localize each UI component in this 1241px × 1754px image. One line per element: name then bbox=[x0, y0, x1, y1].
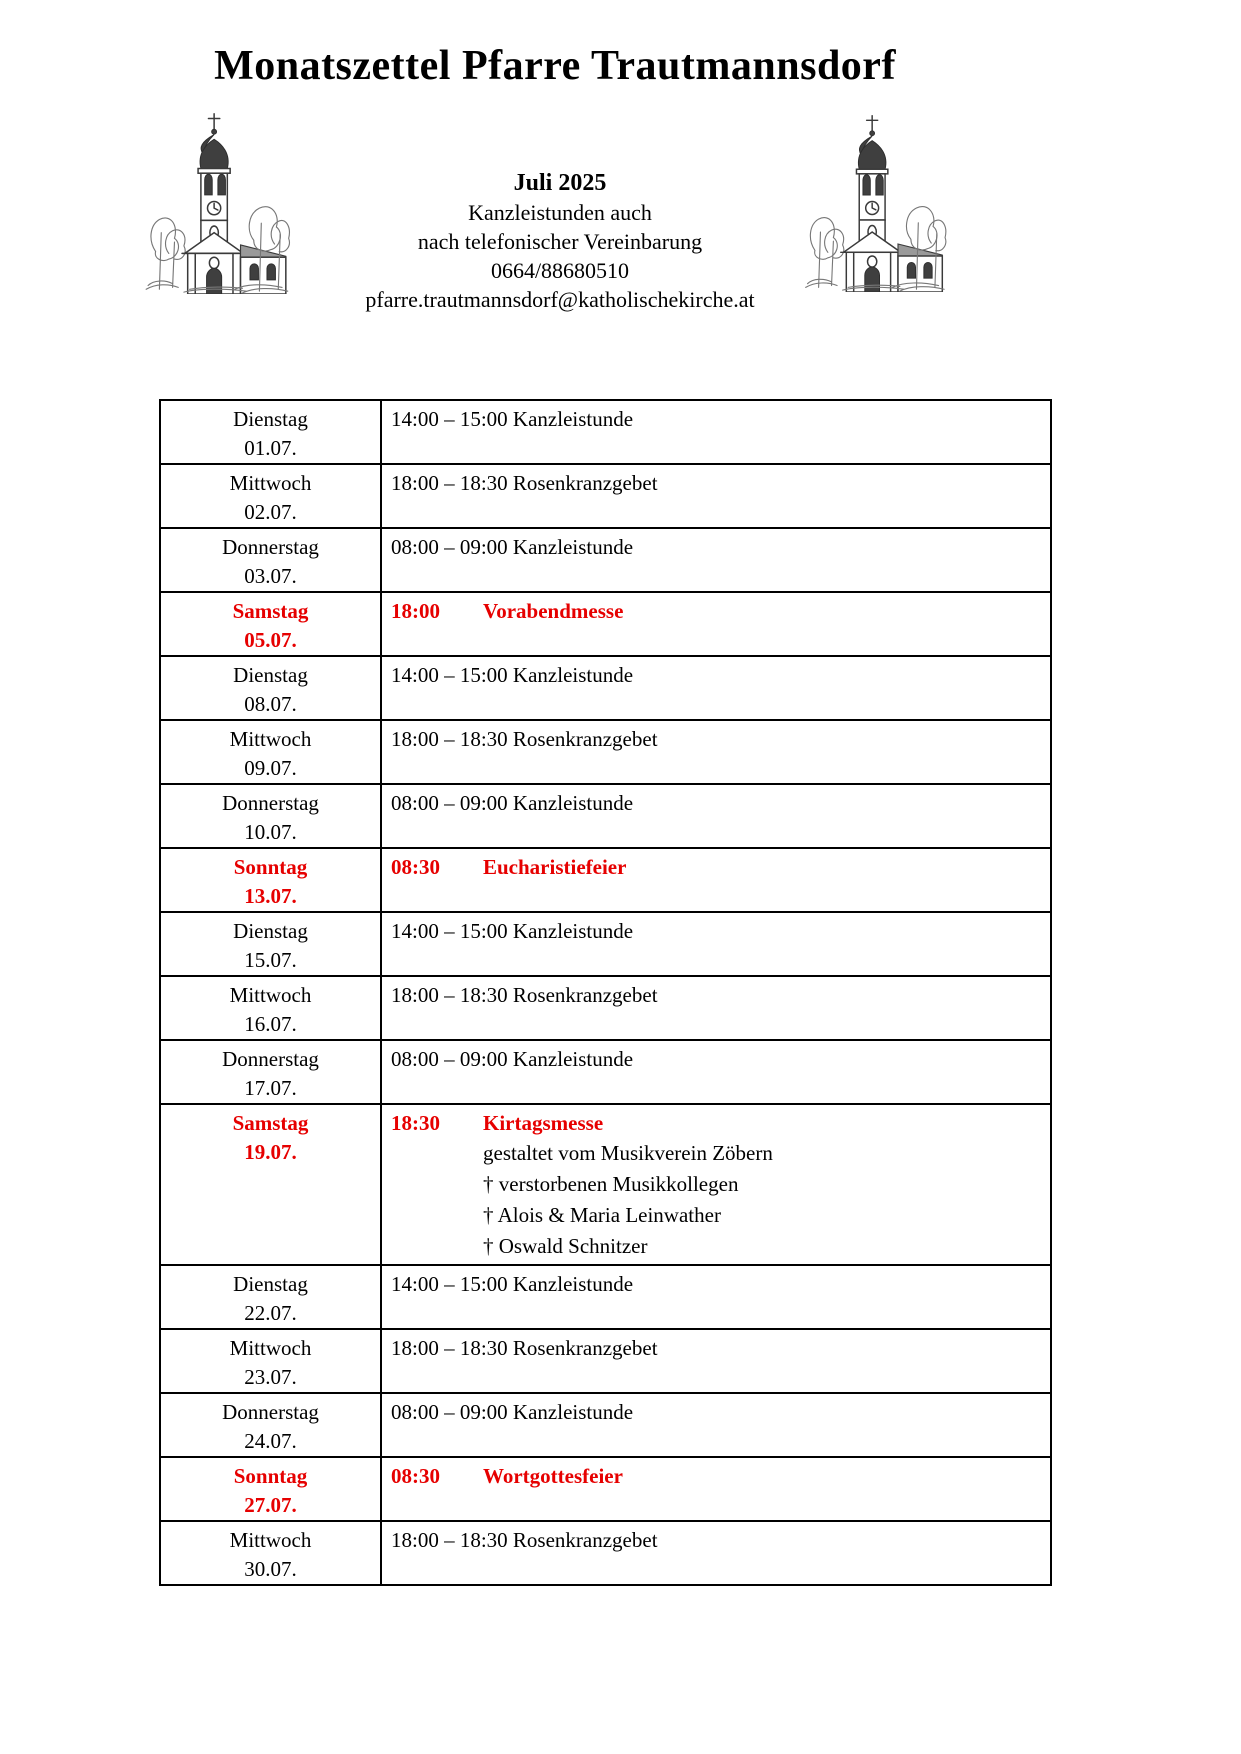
event-time: 08:30 bbox=[391, 855, 440, 879]
day-cell bbox=[160, 912, 381, 976]
day-date: 13.07. bbox=[244, 884, 297, 908]
event-details bbox=[391, 1138, 1042, 1262]
event-detail-line: † Oswald Schnitzer bbox=[483, 1234, 648, 1258]
table-row bbox=[160, 1329, 1051, 1393]
event-line bbox=[391, 789, 1042, 818]
event-time: 14:00 – 15:00 bbox=[391, 663, 513, 687]
day-name: Mittwoch bbox=[229, 983, 312, 1007]
event-line bbox=[391, 1462, 1042, 1491]
table-row bbox=[160, 1104, 1051, 1265]
day-name: Sonntag bbox=[233, 855, 308, 879]
day-date: 15.07. bbox=[244, 948, 297, 972]
event-cell bbox=[381, 592, 1051, 656]
day-name: Donnerstag bbox=[222, 1047, 319, 1071]
event-time: 08:00 – 09:00 bbox=[391, 791, 513, 815]
event-cell bbox=[381, 656, 1051, 720]
day-date: 09.07. bbox=[244, 756, 297, 780]
event-cell bbox=[381, 720, 1051, 784]
day-cell bbox=[160, 1265, 381, 1329]
day-cell bbox=[160, 848, 381, 912]
event-detail-line: † Alois & Maria Leinwather bbox=[483, 1203, 721, 1227]
event-line bbox=[391, 661, 1042, 690]
page-title: Monatszettel Pfarre Trautmannsdorf bbox=[214, 43, 896, 89]
event-cell bbox=[381, 912, 1051, 976]
event-name: Rosenkranzgebet bbox=[512, 983, 658, 1007]
event-cell bbox=[381, 1040, 1051, 1104]
event-time: 18:00 – 18:30 bbox=[391, 983, 513, 1007]
event-name: Eucharistiefeier bbox=[483, 855, 627, 879]
event-detail-line: gestaltet vom Musikverein Zöbern bbox=[483, 1141, 773, 1165]
event-cell bbox=[381, 528, 1051, 592]
event-detail-line: † verstorbenen Musikkollegen bbox=[483, 1172, 739, 1196]
event-time: 18:00 – 18:30 bbox=[391, 1528, 513, 1552]
event-line bbox=[391, 533, 1042, 562]
day-date: 30.07. bbox=[244, 1557, 297, 1581]
office-hours-note-line2: nach telefonischer Vereinbarung bbox=[417, 229, 703, 254]
event-name: Kanzleistunde bbox=[512, 407, 634, 431]
event-line bbox=[391, 917, 1042, 946]
day-date: 05.07. bbox=[244, 628, 297, 652]
day-date: 22.07. bbox=[244, 1301, 297, 1325]
event-line bbox=[391, 1398, 1042, 1427]
day-name: Mittwoch bbox=[229, 1528, 312, 1552]
day-name: Donnerstag bbox=[222, 535, 319, 559]
event-cell bbox=[381, 848, 1051, 912]
table-row bbox=[160, 464, 1051, 528]
day-date: 02.07. bbox=[244, 500, 297, 524]
event-name: Kanzleistunde bbox=[512, 1272, 634, 1296]
day-cell bbox=[160, 720, 381, 784]
event-time: 18:00 – 18:30 bbox=[391, 471, 513, 495]
day-cell bbox=[160, 1040, 381, 1104]
day-name: Dienstag bbox=[233, 919, 308, 943]
day-date: 17.07. bbox=[244, 1076, 297, 1100]
day-date: 16.07. bbox=[244, 1012, 297, 1036]
event-line bbox=[391, 1526, 1042, 1555]
day-name: Sonntag bbox=[233, 1464, 308, 1488]
event-name: Kanzleistunde bbox=[512, 919, 634, 943]
day-date: 08.07. bbox=[244, 692, 297, 716]
day-name: Dienstag bbox=[233, 407, 308, 431]
day-cell bbox=[160, 656, 381, 720]
event-name: Rosenkranzgebet bbox=[512, 1528, 658, 1552]
day-date: 01.07. bbox=[244, 436, 297, 460]
table-row bbox=[160, 400, 1051, 464]
event-name: Kanzleistunde bbox=[512, 791, 634, 815]
event-name: Kirtagsmesse bbox=[483, 1111, 604, 1135]
table-row bbox=[160, 1521, 1051, 1585]
day-cell bbox=[160, 464, 381, 528]
day-name: Dienstag bbox=[233, 663, 308, 687]
table-row bbox=[160, 1457, 1051, 1521]
event-line bbox=[391, 981, 1042, 1010]
table-row bbox=[160, 528, 1051, 592]
event-time: 18:30 bbox=[391, 1111, 440, 1135]
event-name: Kanzleistunde bbox=[512, 1400, 634, 1424]
day-date: 23.07. bbox=[244, 1365, 297, 1389]
day-name: Donnerstag bbox=[222, 1400, 319, 1424]
day-name: Dienstag bbox=[233, 1272, 308, 1296]
event-line bbox=[391, 1109, 1042, 1138]
table-row bbox=[160, 720, 1051, 784]
event-name: Rosenkranzgebet bbox=[512, 727, 658, 751]
day-cell bbox=[160, 528, 381, 592]
event-time: 14:00 – 15:00 bbox=[391, 919, 513, 943]
event-cell bbox=[381, 1265, 1051, 1329]
event-line bbox=[391, 1334, 1042, 1363]
event-cell bbox=[381, 1329, 1051, 1393]
day-name: Donnerstag bbox=[222, 791, 319, 815]
email-address: pfarre.trautmannsdorf@katholischekirche.at bbox=[365, 287, 755, 312]
event-time: 14:00 – 15:00 bbox=[391, 1272, 513, 1296]
event-time: 08:00 – 09:00 bbox=[391, 535, 513, 559]
event-time: 08:00 – 09:00 bbox=[391, 1047, 513, 1071]
table-row bbox=[160, 976, 1051, 1040]
event-name: Wortgottesfeier bbox=[483, 1464, 623, 1488]
day-name: Mittwoch bbox=[229, 1336, 312, 1360]
event-line bbox=[391, 469, 1042, 498]
event-line bbox=[391, 725, 1042, 754]
day-cell bbox=[160, 400, 381, 464]
office-hours-note-line1: Kanzleistunden auch bbox=[468, 200, 652, 225]
day-cell bbox=[160, 1104, 381, 1265]
event-line bbox=[391, 405, 1042, 434]
table-row bbox=[160, 912, 1051, 976]
event-name: Kanzleistunde bbox=[512, 663, 634, 687]
day-date: 27.07. bbox=[244, 1493, 297, 1517]
schedule-table bbox=[159, 399, 1052, 1586]
event-line bbox=[391, 1045, 1042, 1074]
day-cell bbox=[160, 1329, 381, 1393]
table-row bbox=[160, 848, 1051, 912]
day-cell bbox=[160, 592, 381, 656]
event-name: Rosenkranzgebet bbox=[512, 1336, 658, 1360]
event-name: Vorabendmesse bbox=[483, 599, 624, 623]
day-cell bbox=[160, 976, 381, 1040]
header-info-block bbox=[0, 168, 1120, 314]
day-date: 19.07. bbox=[244, 1140, 297, 1164]
event-line bbox=[391, 1270, 1042, 1299]
event-line bbox=[391, 597, 1042, 626]
day-name: Samstag bbox=[232, 1111, 309, 1135]
table-row bbox=[160, 592, 1051, 656]
event-cell bbox=[381, 1457, 1051, 1521]
event-time: 18:00 – 18:30 bbox=[391, 727, 513, 751]
day-name: Samstag bbox=[232, 599, 309, 623]
event-cell bbox=[381, 1393, 1051, 1457]
schedule-table-body bbox=[160, 400, 1051, 1585]
day-date: 10.07. bbox=[244, 820, 297, 844]
table-row bbox=[160, 1265, 1051, 1329]
event-time: 08:00 – 09:00 bbox=[391, 1400, 513, 1424]
day-name: Mittwoch bbox=[229, 471, 312, 495]
day-name: Mittwoch bbox=[229, 727, 312, 751]
table-row bbox=[160, 1040, 1051, 1104]
event-line bbox=[391, 853, 1042, 882]
month-label: Juli 2025 bbox=[513, 170, 607, 196]
event-cell bbox=[381, 1521, 1051, 1585]
event-time: 14:00 – 15:00 bbox=[391, 407, 513, 431]
day-date: 24.07. bbox=[244, 1429, 297, 1453]
table-row bbox=[160, 1393, 1051, 1457]
event-name: Kanzleistunde bbox=[512, 1047, 634, 1071]
event-cell bbox=[381, 784, 1051, 848]
day-cell bbox=[160, 1393, 381, 1457]
day-date: 03.07. bbox=[244, 564, 297, 588]
event-name: Rosenkranzgebet bbox=[512, 471, 658, 495]
day-cell bbox=[160, 1457, 381, 1521]
day-cell bbox=[160, 1521, 381, 1585]
table-row bbox=[160, 784, 1051, 848]
event-cell bbox=[381, 464, 1051, 528]
day-cell bbox=[160, 784, 381, 848]
event-time: 08:30 bbox=[391, 1464, 440, 1488]
event-name: Kanzleistunde bbox=[512, 535, 634, 559]
event-cell bbox=[381, 400, 1051, 464]
event-cell bbox=[381, 1104, 1051, 1265]
event-time: 18:00 bbox=[391, 599, 440, 623]
event-time: 18:00 – 18:30 bbox=[391, 1336, 513, 1360]
event-cell bbox=[381, 976, 1051, 1040]
phone-number: 0664/88680510 bbox=[490, 258, 630, 283]
table-row bbox=[160, 656, 1051, 720]
